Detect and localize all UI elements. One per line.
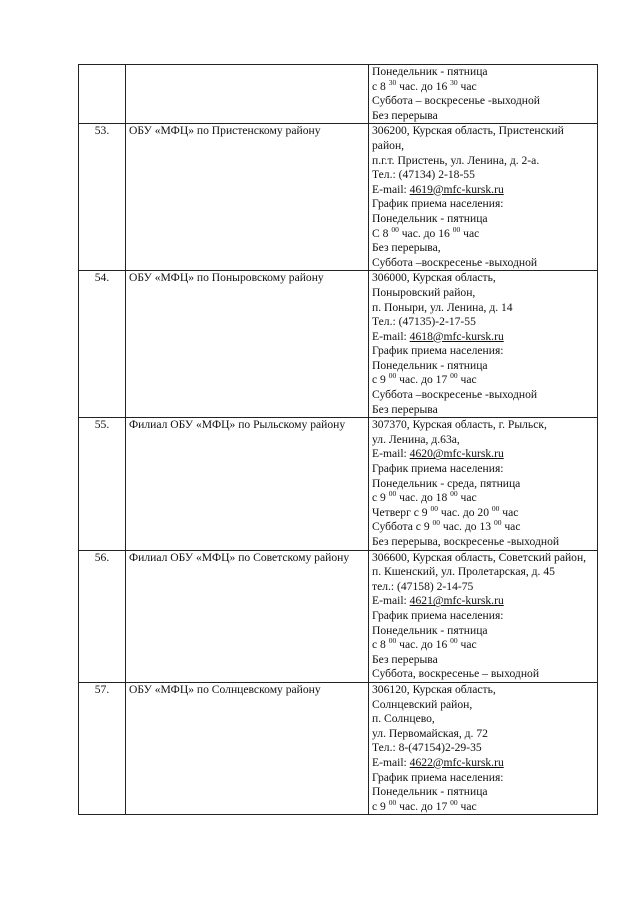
detail-line: Без перерыва — [372, 108, 438, 122]
table-row — [79, 124, 598, 271]
detail-line: Тел.: (47134) 2-18-55 — [372, 168, 475, 182]
text-fragment: с 9 — [372, 799, 389, 813]
detail-line: 306600, Курская область, Советский район, п. Кшенский, ул. Пролетарская, д. 45 — [372, 550, 587, 579]
text-fragment: E-mail: — [372, 755, 410, 769]
row-number — [79, 65, 126, 124]
mfc-offices-table — [78, 64, 598, 815]
detail-line: 306200, Курская область, Пристенский район, — [372, 124, 564, 152]
detail-line — [372, 77, 594, 95]
detail-line: п. Поныри, ул. Ленина, д. 14 — [372, 300, 513, 314]
text-fragment: Суббота с 9 — [372, 520, 433, 534]
detail-line — [372, 373, 594, 388]
table-row — [79, 550, 598, 682]
table-row — [79, 65, 598, 124]
text-fragment: E-mail: — [372, 447, 410, 461]
office-details — [369, 418, 598, 550]
row-number: 53. — [79, 124, 126, 271]
time-minutes-superscript: 00 — [491, 503, 500, 513]
time-minutes-superscript: 00 — [452, 224, 461, 234]
office-name: ОБУ «МФЦ» по Солнцевскому району — [126, 682, 369, 814]
text-fragment: час — [457, 491, 477, 505]
row-number: 57. — [79, 682, 126, 814]
time-minutes-superscript: 00 — [450, 489, 458, 499]
time-minutes-superscript: 00 — [450, 636, 458, 646]
time-minutes-superscript: 00 — [432, 518, 441, 528]
time-minutes-superscript: 00 — [493, 518, 502, 528]
text-fragment: час — [499, 505, 519, 519]
time-minutes-superscript: 00 — [430, 503, 438, 513]
office-name — [126, 65, 369, 124]
detail-line: График приема населения: — [372, 344, 504, 358]
detail-line — [372, 183, 594, 198]
detail-line: п.г.т. Пристень, ул. Ленина, д. 2-а. — [372, 153, 540, 167]
detail-line: Понедельник - пятница — [372, 65, 488, 78]
detail-line: Без перерыва — [372, 652, 438, 666]
text-fragment: час. до 18 — [396, 491, 451, 505]
detail-line — [372, 503, 594, 521]
time-minutes-superscript: 00 — [388, 636, 397, 646]
table-row — [79, 271, 598, 418]
detail-line: Без перерыва, — [372, 241, 441, 255]
office-details — [369, 271, 598, 418]
time-minutes-superscript: 00 — [450, 371, 458, 381]
table-body — [79, 65, 598, 815]
text-fragment: час. до 16 — [396, 79, 451, 93]
detail-line: Суббота, воскресенье – выходной — [372, 667, 540, 681]
detail-line — [372, 638, 594, 653]
email-link[interactable]: 4621@mfc-kursk.ru — [409, 594, 504, 608]
text-fragment: Четверг с 9 — [372, 505, 431, 519]
text-fragment: час. до 17 — [396, 373, 451, 387]
detail-line: ул. Первомайская, д. 72 — [372, 726, 488, 740]
text-fragment: С 8 — [372, 226, 392, 240]
detail-line: 306120, Курская область, — [372, 682, 496, 696]
detail-line — [372, 594, 594, 609]
detail-line: п. Солнцево, — [372, 712, 435, 726]
text-fragment: час — [457, 373, 477, 387]
detail-line: График приема населения: — [372, 197, 504, 211]
text-fragment: E-mail: — [372, 182, 410, 196]
detail-line: ул. Ленина, д.63а, — [372, 432, 460, 446]
office-name: Филиал ОБУ «МФЦ» по Рыльскому району — [126, 418, 369, 550]
office-name: ОБУ «МФЦ» по Поныровскому району — [126, 271, 369, 418]
detail-line: Суббота –воскресенье -выходной — [372, 255, 538, 269]
detail-line: Тел.: 8-(47154)2-29-35 — [372, 741, 482, 755]
office-name: ОБУ «МФЦ» по Пристенскому району — [126, 124, 369, 271]
detail-line: График приема населения: — [372, 608, 504, 622]
email-link[interactable]: 4620@mfc-kursk.ru — [409, 447, 504, 461]
detail-line: Без перерыва, воскресенье -выходной — [372, 535, 560, 548]
text-fragment: E-mail: — [372, 329, 410, 343]
time-minutes-superscript: 00 — [388, 489, 397, 499]
detail-line: Поныровский район, — [372, 285, 476, 299]
time-minutes-superscript: 30 — [450, 77, 458, 87]
text-fragment: час — [460, 226, 480, 240]
text-fragment: с 8 — [372, 79, 389, 93]
email-link[interactable]: 4618@mfc-kursk.ru — [409, 329, 504, 343]
text-fragment: с 9 — [372, 491, 389, 505]
row-number: 55. — [79, 418, 126, 550]
detail-line — [372, 797, 594, 815]
office-details — [369, 550, 598, 682]
detail-line: Понедельник - пятница — [372, 623, 488, 637]
table-row — [79, 418, 598, 550]
office-name: Филиал ОБУ «МФЦ» по Советскому району — [126, 550, 369, 682]
text-fragment: с 8 — [372, 638, 389, 652]
detail-line: Понедельник - пятница — [372, 211, 488, 225]
time-minutes-superscript: 00 — [391, 224, 399, 234]
detail-line — [372, 330, 594, 345]
time-minutes-superscript: 00 — [388, 371, 397, 381]
row-number: 54. — [79, 271, 126, 418]
time-minutes-superscript: 00 — [450, 797, 458, 807]
detail-line: 306000, Курская область, — [372, 271, 496, 285]
detail-line: График приема населения: — [372, 770, 504, 784]
detail-line: Суббота – воскресенье -выходной — [372, 94, 540, 108]
office-details — [369, 65, 598, 124]
table-row — [79, 682, 598, 814]
detail-line: Тел.: (47135)-2-17-55 — [372, 315, 476, 329]
text-fragment: E-mail: — [372, 594, 410, 608]
text-fragment: час. до 17 — [396, 799, 451, 813]
detail-line: тел.: (47158) 2-14-75 — [372, 579, 474, 593]
text-fragment: час. до 13 — [440, 520, 494, 534]
time-minutes-superscript: 00 — [388, 797, 397, 807]
email-link[interactable]: 4619@mfc-kursk.ru — [409, 182, 504, 196]
email-link[interactable]: 4622@mfc-kursk.ru — [409, 755, 504, 769]
text-fragment: час — [457, 799, 477, 813]
detail-line — [372, 756, 594, 771]
detail-line: График приема населения: — [372, 462, 504, 476]
detail-line: Понедельник - пятница — [372, 785, 488, 799]
text-fragment: час. до 16 — [398, 226, 453, 240]
detail-line: Суббота –воскресенье -выходной — [372, 388, 538, 402]
detail-line — [372, 491, 594, 506]
office-details — [369, 682, 598, 814]
office-details — [369, 124, 598, 271]
detail-line — [372, 447, 594, 462]
text-fragment: с 9 — [372, 373, 389, 387]
text-fragment: час. до 16 — [396, 638, 451, 652]
detail-line — [372, 520, 594, 535]
detail-line — [372, 224, 594, 242]
detail-line: Без перерыва — [372, 402, 438, 416]
text-fragment: час — [501, 520, 521, 534]
row-number: 56. — [79, 550, 126, 682]
time-minutes-superscript: 30 — [388, 77, 397, 87]
text-fragment: час — [457, 79, 477, 93]
detail-line: Понедельник - пятница — [372, 358, 488, 372]
detail-line: Понедельник - среда, пятница — [372, 476, 521, 490]
detail-line: Солнцевский район, — [372, 697, 473, 711]
text-fragment: час — [457, 638, 477, 652]
detail-line: 307370, Курская область, г. Рыльск, — [372, 418, 547, 432]
text-fragment: час. до 20 — [438, 505, 492, 519]
